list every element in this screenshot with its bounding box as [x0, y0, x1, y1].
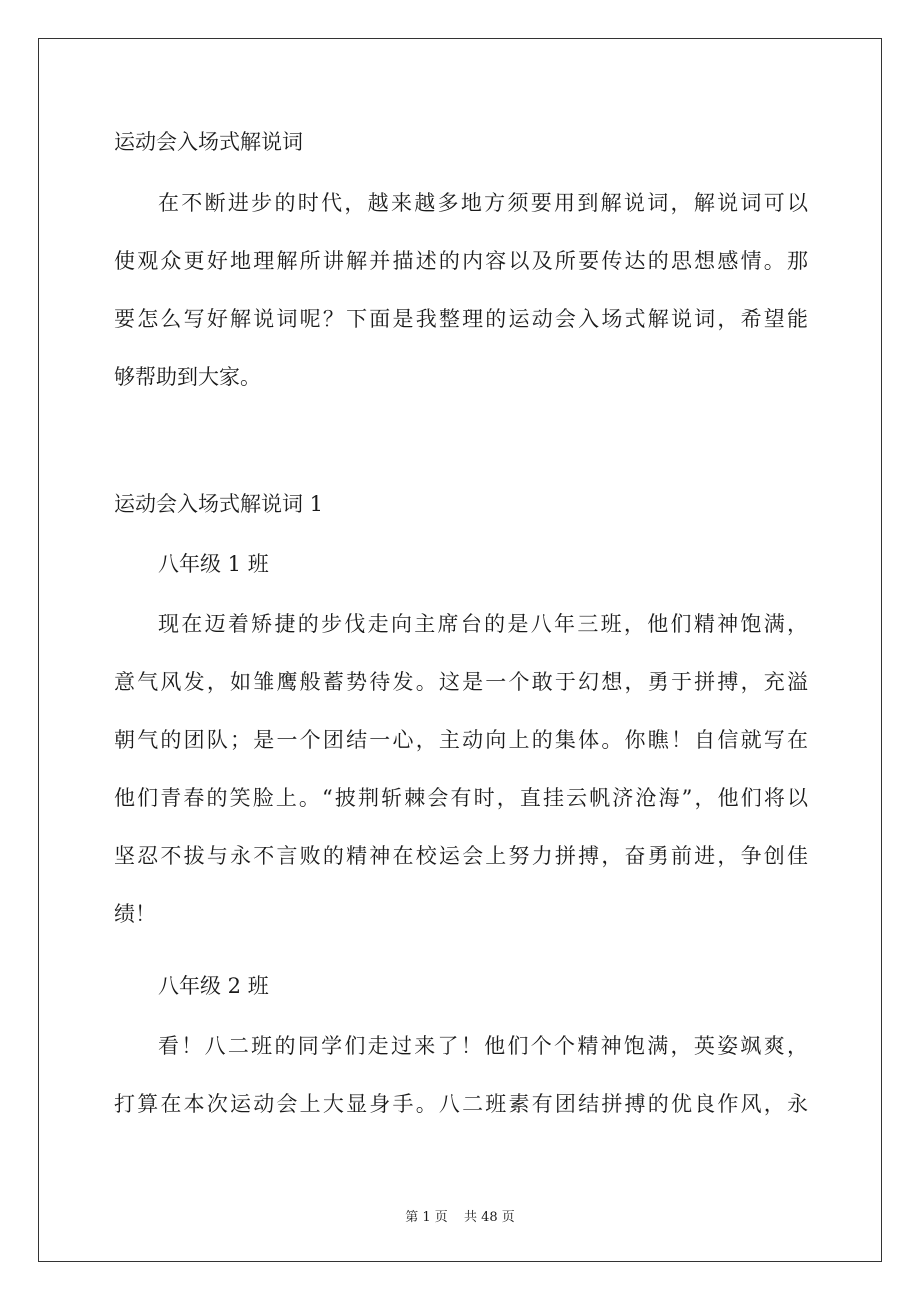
- class2-line-2: 打算在本次运动会上大显身手。八二班素有团结拼搏的优良作风，永: [114, 1092, 808, 1116]
- intro-line-1: 在不断进步的时代，越来越多地方须要用到解说词，解说词可以: [158, 191, 808, 215]
- intro-line-4: 够帮助到大家。: [114, 365, 261, 389]
- page-total: 共 48 页: [463, 1210, 515, 1225]
- intro-line-2: 使观众更好地理解所讲解并描述的内容以及所要传达的思想感情。那: [114, 249, 808, 273]
- page-number: 第 1 页: [405, 1210, 448, 1225]
- class1-line-1: 现在迈着矫捷的步伐走向主席台的是八年三班，他们精神饱满，: [158, 612, 808, 636]
- class2-line-1: 看！八二班的同学们走过来了！他们个个精神饱满，英姿飒爽，: [158, 1034, 808, 1058]
- document-title: 运动会入场式解说词: [114, 130, 303, 154]
- class1-line-4: 他们青春的笑脸上。“披荆斩棘会有时，直挂云帆济沧海”，他们将以: [114, 786, 808, 810]
- class2-heading: 八年级 2 班: [158, 974, 269, 998]
- section-title: 运动会入场式解说词 1: [114, 492, 324, 516]
- class1-line-3: 朝气的团队；是一个团结一心，主动向上的集体。你瞧！自信就写在: [114, 728, 808, 752]
- class1-heading: 八年级 1 班: [158, 552, 269, 576]
- page-border: [38, 38, 882, 1262]
- class1-line-2: 意气风发，如雏鹰般蓄势待发。这是一个敢于幻想，勇于拼搏，充溢: [114, 670, 808, 694]
- class1-line-5: 坚忍不拔与永不言败的精神在校运会上努力拼搏，奋勇前进，争创佳: [114, 844, 808, 868]
- page-footer: [0, 1206, 920, 1225]
- intro-line-3: 要怎么写好解说词呢？下面是我整理的运动会入场式解说词，希望能: [114, 307, 808, 331]
- class1-line-6: 绩！: [114, 902, 156, 926]
